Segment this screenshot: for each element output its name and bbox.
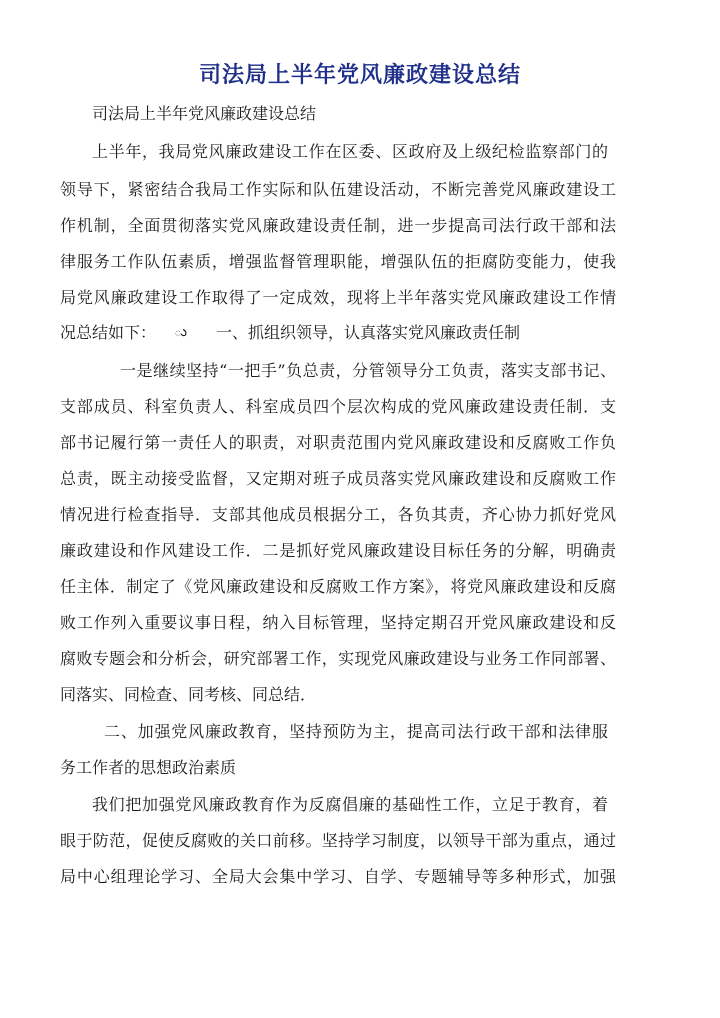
paragraph-line: 领导下，紧密结合我局工作实际和队伍建设活动，不断完善党风廉政建设工	[60, 180, 616, 199]
paragraph-line: 局中心组理论学习、全局大会集中学习、自学、专题辅导等多种形式，加强	[60, 867, 616, 886]
paragraph-line: 腐败专题会和分析会，研究部署工作，实现党风廉政建设与业务工作同部署、	[60, 649, 616, 668]
section-heading: 一、抓组织领导，认真落实党风廉政责任制	[216, 323, 521, 342]
paragraph-line: 律服务工作队伍素质，增强监督管理职能，增强队伍的拒腐防变能力，使我	[60, 252, 616, 271]
paragraph-line: 总责，既主动接受监督，又定期对班子成员落实党风廉政建设和反腐败工作	[60, 469, 616, 488]
paragraph-line: 作机制，全面贯彻落实党风廉政建设责任制，进一步提高司法行政干部和法	[60, 216, 616, 235]
paragraph-line: 情况进行检查指导．支部其他成员根据分工，各负其责，齐心协力抓好党风	[60, 505, 616, 524]
paragraph-line: 况总结如下：	[60, 323, 157, 342]
paragraph-line: 支部成员、科室负责人、科室成员四个层次构成的党风廉政建设责任制．支	[60, 397, 616, 416]
paragraph-line: 部书记履行第一责任人的职责，对职责范围内党风廉政建设和反腐败工作负	[60, 433, 616, 452]
paragraph-line: 我们把加强党风廉政教育作为反腐倡廉的基础性工作，立足于教育，着	[92, 795, 608, 814]
paragraph-line: 任主体．制定了《党风廉政建设和反腐败工作方案》，将党风廉政建设和反腐	[60, 577, 616, 596]
paragraph-line: 败工作列入重要议事日程，纳入目标管理，坚持定期召开党风廉政建设和反	[60, 613, 616, 632]
paragraph-line: 廉政建设和作风建设工作．二是抓好党风廉政建设目标任务的分解，明确责	[60, 541, 616, 560]
paragraph-line: 一是继续坚持“一把手”负总责，分管领导分工负责，落实支部书记、	[120, 361, 616, 380]
document-subtitle: 司法局上半年党风廉政建设总结	[92, 104, 317, 123]
section-heading: 二、加强党风廉政教育，坚持预防为主，提高司法行政干部和法律服	[104, 722, 608, 741]
paragraph-line: 局党风廉政建设工作取得了一定成效，现将上半年落实党风廉政建设工作情	[60, 288, 616, 307]
paragraph-line: 眼于防范，促使反腐败的关口前移。坚持学习制度，以领导干部为重点，通过	[60, 831, 616, 850]
paragraph-line: 同落实、同检查、同考核、同总结．	[60, 685, 317, 704]
stray-glyph-marker: ు	[174, 324, 187, 340]
document-title: 司法局上半年党风廉政建设总结	[198, 63, 521, 88]
section-heading-continued: 务工作者的思想政治素质	[60, 758, 237, 777]
paragraph-line: 上半年，我局党风廉政建设工作在区委、区政府及上级纪检监察部门的	[92, 142, 608, 161]
